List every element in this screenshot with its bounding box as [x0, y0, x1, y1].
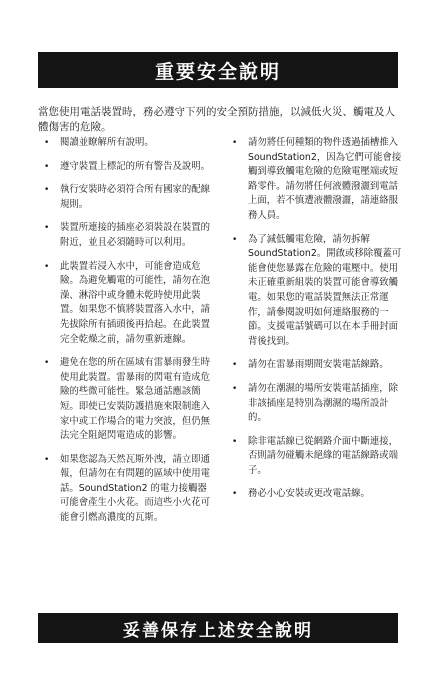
safety-instruction-item — [232, 487, 402, 502]
footer-title: 妥善保存上述安全說明 — [123, 620, 313, 641]
safety-instruction-item — [232, 435, 402, 479]
safety-instruction-item — [44, 183, 216, 212]
safety-instruction-text: 請勿在雷暴雨期間安裝電話線路。 — [248, 359, 389, 371]
safety-instruction-item — [232, 358, 402, 373]
bullet-icon: • — [232, 383, 238, 394]
bullet-icon: • — [44, 261, 50, 272]
safety-instruction-text: 執行安裝時必須符合所有國家的配線規則。 — [60, 184, 211, 210]
safety-instruction-item — [44, 136, 216, 151]
page-title: 重要安全說明 — [154, 60, 281, 83]
safety-instruction-item — [232, 136, 402, 224]
header-bar — [38, 52, 398, 88]
bullet-icon: • — [44, 454, 50, 465]
safety-instruction-item — [44, 221, 216, 250]
intro-paragraph: 當您使用電話裝置時，務必遵守下列的安全預防措施，以減低火災、觸電及人體傷害的危險。 — [38, 105, 395, 133]
safety-instruction-text: 請勿在潮濕的場所安裝電話插座，除非該插座是特別為潮濕的場所設計的。 — [248, 382, 399, 424]
safety-instruction-item — [44, 356, 216, 444]
safety-instruction-item — [44, 160, 216, 175]
safety-instruction-text: 此裝置若浸入水中，可能會造成危險。為避免觸電的可能性，請勿在泡澡、淋浴中或身體未乾時使用此裝置。如果您不慎將裝置落入水中，請先拔除所有插頭後再拾起。在此裝置完全乾燥之前，請勿重新連線。 — [60, 260, 211, 345]
safety-instruction-text: 為了減低觸電危險，請勿拆解 SoundStation2。開啟或移除覆蓋可能會使您暴露在危險的電壓中。使用未正確重新組裝的裝置可能會導致觸電。如果您的電話裝置無法正常運作，請參閱說明如何連絡服務的一節。支援電話號碼可以在本手冊封面背後找到。 — [248, 233, 402, 347]
safety-instruction-item — [44, 453, 216, 526]
bullet-icon: • — [44, 223, 50, 234]
safety-instruction-text: 閱讀並瞭解所有說明。 — [60, 137, 154, 148]
safety-instruction-item — [232, 382, 402, 426]
bullet-icon: • — [44, 185, 50, 196]
bullet-icon: • — [232, 436, 238, 447]
footer-bar — [38, 613, 398, 643]
safety-instruction-item — [232, 233, 402, 350]
bullet-icon: • — [44, 358, 50, 369]
left-column — [44, 136, 216, 535]
safety-instruction-text: 裝置所連接的插座必須裝設在裝置的附近，並且必須隨時可以利用。 — [60, 222, 211, 248]
bullet-icon: • — [232, 138, 238, 148]
safety-instruction-item — [44, 260, 216, 348]
safety-instruction-text: 除非電話線已從網路介面中斷連接，否則請勿碰觸未絕緣的電話線路或端子。 — [248, 435, 399, 476]
bullet-icon: • — [232, 234, 238, 245]
right-column — [232, 136, 402, 511]
safety-instruction-text: 請勿將任何種類的物件透過插槽推入 SoundStation2，因為它們可能會接觸到導致觸電危險的危險電壓端或短路零件。請勿將任何液體潑灑到電話上面，若不慎遭液體潑灑，請連絡服務人員。 — [248, 137, 402, 221]
safety-instruction-text: 如果您認為天然瓦斯外洩，請立即通報，但請勿在有問題的區域中使用電話。SoundStation2 的電力接觸器可能會產生小火花。而這些小火花可能會引燃高濃度的瓦斯。 — [60, 453, 211, 524]
bullet-icon: • — [232, 360, 238, 371]
safety-instruction-text: 遵守裝置上標記的所有警告及說明。 — [60, 160, 211, 172]
safety-instruction-text: 務必小心安裝或更改電話線。 — [248, 488, 370, 500]
bullet-icon: • — [232, 489, 238, 500]
bullet-icon: • — [44, 138, 50, 148]
bullet-icon: • — [44, 161, 50, 172]
safety-instruction-text: 避免在您的所在區域有雷暴雨發生時使用此裝置。雷暴雨的閃電有造成危險的些微可能性。緊急通話應該簡短。即使已安裝防護措施來限制進入家中或工作場合的電力突波，但仍無法完全阻絕閃電造成的影響。 — [60, 357, 211, 442]
